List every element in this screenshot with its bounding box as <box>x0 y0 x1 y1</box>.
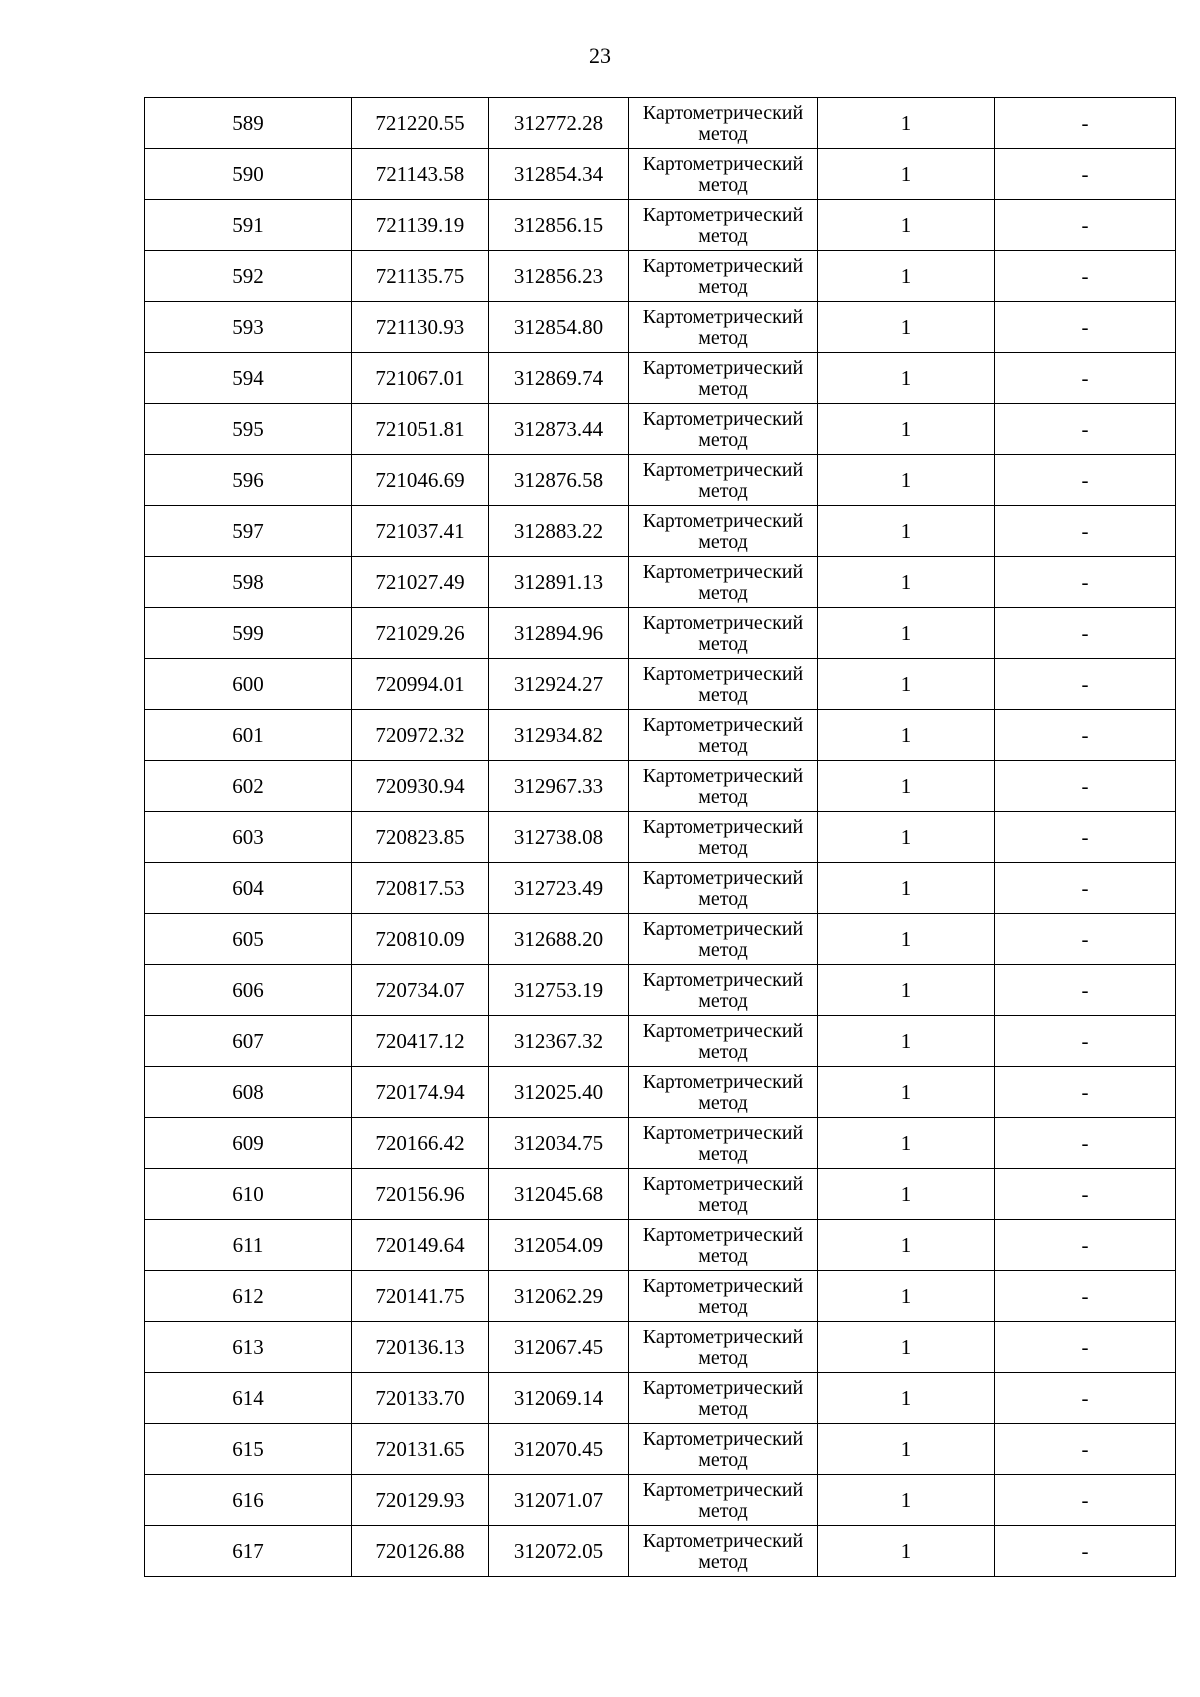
accuracy-cell: 1 <box>818 965 995 1016</box>
method-line-2: метод <box>698 1040 748 1063</box>
accuracy-cell: 1 <box>818 1322 995 1373</box>
point-number-cell: 615 <box>145 1424 352 1475</box>
method-line-2: метод <box>698 326 748 349</box>
method-line-2: метод <box>698 479 748 502</box>
coordinates-table-body <box>145 98 1176 1577</box>
table-row <box>145 1271 1176 1322</box>
y-coordinate-cell: 312856.23 <box>489 251 629 302</box>
method-cell <box>629 506 818 557</box>
y-coordinate-cell: 312934.82 <box>489 710 629 761</box>
x-coordinate-cell: 720126.88 <box>352 1526 489 1577</box>
accuracy-cell: 1 <box>818 659 995 710</box>
method-cell <box>629 761 818 812</box>
method-cell <box>629 1169 818 1220</box>
accuracy-cell: 1 <box>818 1067 995 1118</box>
method-cell <box>629 965 818 1016</box>
method-line-2: метод <box>698 1193 748 1216</box>
accuracy-cell: 1 <box>818 608 995 659</box>
x-coordinate-cell: 721027.49 <box>352 557 489 608</box>
method-cell <box>629 1118 818 1169</box>
note-cell: - <box>995 506 1176 557</box>
table-row <box>145 1016 1176 1067</box>
method-line-1: Картометрический <box>642 815 804 838</box>
note-cell: - <box>995 1322 1176 1373</box>
table-row <box>145 761 1176 812</box>
method-line-1: Картометрический <box>642 1274 804 1297</box>
note-cell: - <box>995 1118 1176 1169</box>
y-coordinate-cell: 312891.13 <box>489 557 629 608</box>
x-coordinate-cell: 720156.96 <box>352 1169 489 1220</box>
accuracy-cell: 1 <box>818 200 995 251</box>
method-line-2: метод <box>698 887 748 910</box>
method-cell <box>629 659 818 710</box>
y-coordinate-cell: 312894.96 <box>489 608 629 659</box>
accuracy-cell: 1 <box>818 506 995 557</box>
method-cell <box>629 1067 818 1118</box>
y-coordinate-cell: 312723.49 <box>489 863 629 914</box>
method-line-1: Картометрический <box>642 203 804 226</box>
note-cell: - <box>995 710 1176 761</box>
note-cell: - <box>995 1373 1176 1424</box>
x-coordinate-cell: 720174.94 <box>352 1067 489 1118</box>
accuracy-cell: 1 <box>818 557 995 608</box>
method-line-2: метод <box>698 1499 748 1522</box>
method-line-1: Картометрический <box>642 152 804 175</box>
method-line-2: метод <box>698 632 748 655</box>
method-cell <box>629 1220 818 1271</box>
point-number-cell: 589 <box>145 98 352 149</box>
y-coordinate-cell: 312873.44 <box>489 404 629 455</box>
table-row <box>145 812 1176 863</box>
note-cell: - <box>995 1424 1176 1475</box>
method-line-2: метод <box>698 377 748 400</box>
y-coordinate-cell: 312070.45 <box>489 1424 629 1475</box>
x-coordinate-cell: 721135.75 <box>352 251 489 302</box>
method-line-2: метод <box>698 989 748 1012</box>
method-line-1: Картометрический <box>642 1427 804 1450</box>
method-line-2: метод <box>698 275 748 298</box>
point-number-cell: 607 <box>145 1016 352 1067</box>
method-line-2: метод <box>698 785 748 808</box>
note-cell: - <box>995 98 1176 149</box>
y-coordinate-cell: 312854.80 <box>489 302 629 353</box>
x-coordinate-cell: 720930.94 <box>352 761 489 812</box>
y-coordinate-cell: 312069.14 <box>489 1373 629 1424</box>
accuracy-cell: 1 <box>818 1424 995 1475</box>
y-coordinate-cell: 312688.20 <box>489 914 629 965</box>
note-cell: - <box>995 659 1176 710</box>
accuracy-cell: 1 <box>818 1220 995 1271</box>
point-number-cell: 606 <box>145 965 352 1016</box>
method-line-1: Картометрический <box>642 560 804 583</box>
accuracy-cell: 1 <box>818 149 995 200</box>
table-row <box>145 1373 1176 1424</box>
y-coordinate-cell: 312753.19 <box>489 965 629 1016</box>
point-number-cell: 604 <box>145 863 352 914</box>
method-cell <box>629 1424 818 1475</box>
x-coordinate-cell: 721139.19 <box>352 200 489 251</box>
method-line-2: метод <box>698 1244 748 1267</box>
note-cell: - <box>995 557 1176 608</box>
point-number-cell: 593 <box>145 302 352 353</box>
y-coordinate-cell: 312869.74 <box>489 353 629 404</box>
method-line-2: метод <box>698 938 748 961</box>
method-line-2: метод <box>698 683 748 706</box>
x-coordinate-cell: 720166.42 <box>352 1118 489 1169</box>
method-line-1: Картометрический <box>642 611 804 634</box>
point-number-cell: 594 <box>145 353 352 404</box>
method-line-2: метод <box>698 173 748 196</box>
x-coordinate-cell: 720817.53 <box>352 863 489 914</box>
x-coordinate-cell: 721067.01 <box>352 353 489 404</box>
table-row <box>145 608 1176 659</box>
table-row <box>145 1067 1176 1118</box>
table-row <box>145 863 1176 914</box>
x-coordinate-cell: 721029.26 <box>352 608 489 659</box>
y-coordinate-cell: 312876.58 <box>489 455 629 506</box>
point-number-cell: 602 <box>145 761 352 812</box>
table-row <box>145 557 1176 608</box>
accuracy-cell: 1 <box>818 1475 995 1526</box>
point-number-cell: 597 <box>145 506 352 557</box>
x-coordinate-cell: 720734.07 <box>352 965 489 1016</box>
x-coordinate-cell: 721143.58 <box>352 149 489 200</box>
note-cell: - <box>995 1067 1176 1118</box>
table-row <box>145 1475 1176 1526</box>
method-line-2: метод <box>698 1091 748 1114</box>
table-row <box>145 1424 1176 1475</box>
method-cell <box>629 863 818 914</box>
note-cell: - <box>995 914 1176 965</box>
x-coordinate-cell: 720149.64 <box>352 1220 489 1271</box>
note-cell: - <box>995 1220 1176 1271</box>
accuracy-cell: 1 <box>818 1373 995 1424</box>
method-cell <box>629 302 818 353</box>
point-number-cell: 596 <box>145 455 352 506</box>
method-cell <box>629 914 818 965</box>
accuracy-cell: 1 <box>818 1271 995 1322</box>
table-row <box>145 1322 1176 1373</box>
point-number-cell: 613 <box>145 1322 352 1373</box>
accuracy-cell: 1 <box>818 251 995 302</box>
table-row <box>145 98 1176 149</box>
method-line-1: Картометрический <box>642 1376 804 1399</box>
point-number-cell: 616 <box>145 1475 352 1526</box>
method-line-1: Картометрический <box>642 509 804 532</box>
accuracy-cell: 1 <box>818 1526 995 1577</box>
y-coordinate-cell: 312924.27 <box>489 659 629 710</box>
method-line-2: метод <box>698 1346 748 1369</box>
table-row <box>145 200 1176 251</box>
accuracy-cell: 1 <box>818 812 995 863</box>
note-cell: - <box>995 863 1176 914</box>
note-cell: - <box>995 353 1176 404</box>
method-line-1: Картометрический <box>642 1529 804 1552</box>
note-cell: - <box>995 608 1176 659</box>
note-cell: - <box>995 200 1176 251</box>
note-cell: - <box>995 812 1176 863</box>
table-row <box>145 1526 1176 1577</box>
x-coordinate-cell: 720994.01 <box>352 659 489 710</box>
method-cell <box>629 710 818 761</box>
method-line-1: Картометрический <box>642 866 804 889</box>
method-cell <box>629 1271 818 1322</box>
accuracy-cell: 1 <box>818 98 995 149</box>
table-row <box>145 455 1176 506</box>
y-coordinate-cell: 312025.40 <box>489 1067 629 1118</box>
method-line-2: метод <box>698 581 748 604</box>
page-number: 23 <box>589 43 611 68</box>
table-row <box>145 1169 1176 1220</box>
y-coordinate-cell: 312367.32 <box>489 1016 629 1067</box>
accuracy-cell: 1 <box>818 761 995 812</box>
method-line-1: Картометрический <box>642 1121 804 1144</box>
point-number-cell: 599 <box>145 608 352 659</box>
method-line-1: Картометрический <box>642 1325 804 1348</box>
method-cell <box>629 455 818 506</box>
accuracy-cell: 1 <box>818 1169 995 1220</box>
point-number-cell: 610 <box>145 1169 352 1220</box>
method-line-2: метод <box>698 734 748 757</box>
point-number-cell: 600 <box>145 659 352 710</box>
method-line-1: Картометрический <box>642 101 804 124</box>
point-number-cell: 605 <box>145 914 352 965</box>
y-coordinate-cell: 312071.07 <box>489 1475 629 1526</box>
method-cell <box>629 353 818 404</box>
y-coordinate-cell: 312054.09 <box>489 1220 629 1271</box>
method-line-1: Картометрический <box>642 1223 804 1246</box>
method-line-1: Картометрический <box>642 407 804 430</box>
method-line-1: Картометрический <box>642 254 804 277</box>
method-line-1: Картометрический <box>642 458 804 481</box>
method-cell <box>629 1373 818 1424</box>
method-cell <box>629 557 818 608</box>
note-cell: - <box>995 455 1176 506</box>
table-row <box>145 1118 1176 1169</box>
point-number-cell: 611 <box>145 1220 352 1271</box>
y-coordinate-cell: 312967.33 <box>489 761 629 812</box>
note-cell: - <box>995 761 1176 812</box>
coordinates-table <box>144 97 1176 1577</box>
x-coordinate-cell: 720131.65 <box>352 1424 489 1475</box>
method-line-2: метод <box>698 428 748 451</box>
y-coordinate-cell: 312067.45 <box>489 1322 629 1373</box>
x-coordinate-cell: 721051.81 <box>352 404 489 455</box>
x-coordinate-cell: 720141.75 <box>352 1271 489 1322</box>
method-cell <box>629 98 818 149</box>
table-row <box>145 302 1176 353</box>
note-cell: - <box>995 251 1176 302</box>
method-cell <box>629 1322 818 1373</box>
point-number-cell: 617 <box>145 1526 352 1577</box>
method-cell <box>629 812 818 863</box>
table-row <box>145 404 1176 455</box>
point-number-cell: 595 <box>145 404 352 455</box>
table-row <box>145 149 1176 200</box>
y-coordinate-cell: 312072.05 <box>489 1526 629 1577</box>
point-number-cell: 601 <box>145 710 352 761</box>
method-cell <box>629 1016 818 1067</box>
method-line-1: Картометрический <box>642 662 804 685</box>
method-line-1: Картометрический <box>642 356 804 379</box>
accuracy-cell: 1 <box>818 353 995 404</box>
point-number-cell: 603 <box>145 812 352 863</box>
x-coordinate-cell: 721046.69 <box>352 455 489 506</box>
x-coordinate-cell: 721037.41 <box>352 506 489 557</box>
x-coordinate-cell: 720823.85 <box>352 812 489 863</box>
method-cell <box>629 251 818 302</box>
method-cell <box>629 404 818 455</box>
method-line-1: Картометрический <box>642 968 804 991</box>
method-line-1: Картометрический <box>642 713 804 736</box>
method-line-2: метод <box>698 1550 748 1573</box>
table-row <box>145 1220 1176 1271</box>
table-row <box>145 710 1176 761</box>
x-coordinate-cell: 720133.70 <box>352 1373 489 1424</box>
point-number-cell: 598 <box>145 557 352 608</box>
y-coordinate-cell: 312738.08 <box>489 812 629 863</box>
note-cell: - <box>995 965 1176 1016</box>
table-row <box>145 251 1176 302</box>
y-coordinate-cell: 312034.75 <box>489 1118 629 1169</box>
method-line-2: метод <box>698 224 748 247</box>
accuracy-cell: 1 <box>818 863 995 914</box>
accuracy-cell: 1 <box>818 1016 995 1067</box>
method-line-1: Картометрический <box>642 917 804 940</box>
method-line-2: метод <box>698 1448 748 1471</box>
point-number-cell: 592 <box>145 251 352 302</box>
method-line-1: Картометрический <box>642 305 804 328</box>
method-line-2: метод <box>698 836 748 859</box>
accuracy-cell: 1 <box>818 302 995 353</box>
table-row <box>145 506 1176 557</box>
x-coordinate-cell: 720972.32 <box>352 710 489 761</box>
method-cell <box>629 149 818 200</box>
y-coordinate-cell: 312772.28 <box>489 98 629 149</box>
method-line-2: метод <box>698 1397 748 1420</box>
y-coordinate-cell: 312854.34 <box>489 149 629 200</box>
accuracy-cell: 1 <box>818 710 995 761</box>
x-coordinate-cell: 720810.09 <box>352 914 489 965</box>
accuracy-cell: 1 <box>818 455 995 506</box>
note-cell: - <box>995 1169 1176 1220</box>
x-coordinate-cell: 721130.93 <box>352 302 489 353</box>
note-cell: - <box>995 1475 1176 1526</box>
method-line-1: Картометрический <box>642 1172 804 1195</box>
y-coordinate-cell: 312856.15 <box>489 200 629 251</box>
y-coordinate-cell: 312045.68 <box>489 1169 629 1220</box>
table-row <box>145 914 1176 965</box>
accuracy-cell: 1 <box>818 404 995 455</box>
accuracy-cell: 1 <box>818 1118 995 1169</box>
point-number-cell: 591 <box>145 200 352 251</box>
table-row <box>145 353 1176 404</box>
method-line-1: Картометрический <box>642 1019 804 1042</box>
note-cell: - <box>995 1271 1176 1322</box>
note-cell: - <box>995 1526 1176 1577</box>
method-line-1: Картометрический <box>642 764 804 787</box>
note-cell: - <box>995 149 1176 200</box>
point-number-cell: 614 <box>145 1373 352 1424</box>
method-cell <box>629 608 818 659</box>
method-cell <box>629 1526 818 1577</box>
method-line-1: Картометрический <box>642 1478 804 1501</box>
method-line-2: метод <box>698 1142 748 1165</box>
point-number-cell: 590 <box>145 149 352 200</box>
y-coordinate-cell: 312062.29 <box>489 1271 629 1322</box>
method-cell <box>629 1475 818 1526</box>
y-coordinate-cell: 312883.22 <box>489 506 629 557</box>
method-line-2: метод <box>698 122 748 145</box>
x-coordinate-cell: 720136.13 <box>352 1322 489 1373</box>
accuracy-cell: 1 <box>818 914 995 965</box>
note-cell: - <box>995 1016 1176 1067</box>
method-line-1: Картометрический <box>642 1070 804 1093</box>
point-number-cell: 608 <box>145 1067 352 1118</box>
table-row <box>145 965 1176 1016</box>
note-cell: - <box>995 404 1176 455</box>
method-line-2: метод <box>698 1295 748 1318</box>
x-coordinate-cell: 721220.55 <box>352 98 489 149</box>
table-row <box>145 659 1176 710</box>
x-coordinate-cell: 720129.93 <box>352 1475 489 1526</box>
point-number-cell: 612 <box>145 1271 352 1322</box>
x-coordinate-cell: 720417.12 <box>352 1016 489 1067</box>
note-cell: - <box>995 302 1176 353</box>
point-number-cell: 609 <box>145 1118 352 1169</box>
method-cell <box>629 200 818 251</box>
method-line-2: метод <box>698 530 748 553</box>
